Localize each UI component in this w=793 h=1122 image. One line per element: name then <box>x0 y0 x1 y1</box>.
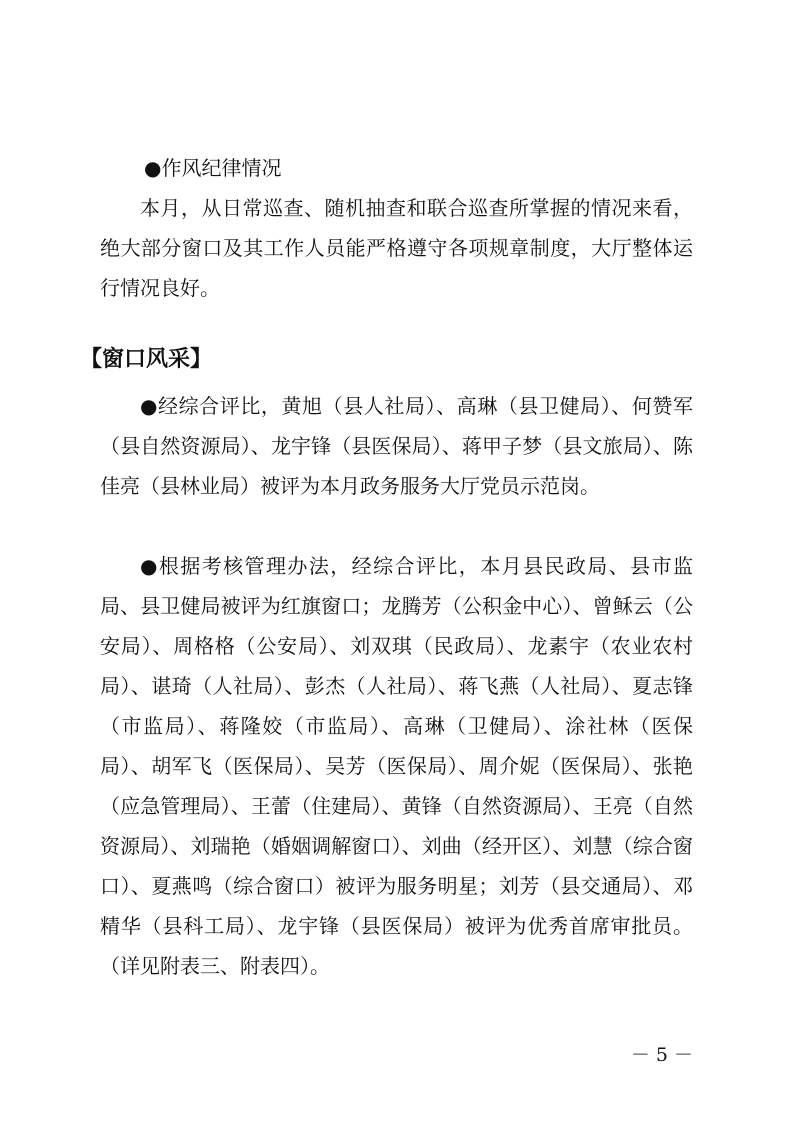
page-number: － 5 － <box>630 1044 693 1066</box>
window-showcase-heading: 【窗口风采】 <box>80 347 213 372</box>
red-flag-window-paragraph: ●根据考核管理办法，经综合评比，本月县民政局、县市监局、县卫健局被评为红旗窗口；龙腾芳（公积金中心）、曾稣云（公安局）、周格格（公安局）、刘双琪（民政局）、龙素宇（农业农村局）、谌琦（人社局）、彭杰（人社局）、蒋飞燕（人社局）、夏志锋（市监局）、蒋隆姣（市监局）、高琳（卫健局）、涂社林（医保局）、胡军飞（医保局）、吴芳（医保局）、周介妮（医保局）、张艳（应急管理局）、王蕾（住建局）、黄锋（自然资源局）、王亮（自然资源局）、刘瑞艳（婚姻调解窗口）、刘曲（经开区）、刘慧（综合窗口）、夏燕鸣（综合窗口）被评为服务明星；刘芳（县交通局）、邓精华（县科工局）、龙宇锋（县医保局）被评为优秀首席审批员。（详见附表三、附表四）。 <box>100 554 693 978</box>
conduct-paragraph: 本月，从日常巡查、随机抽查和联合巡查所掌握的情况来看，绝大部分窗口及其工作人员能严格遵守各项规章制度，大厅整体运行情况良好。 <box>100 196 693 300</box>
conduct-section-title: ●作风纪律情况 <box>144 156 282 180</box>
party-member-paragraph: ●经综合评比，黄旭（县人社局）、高琳（县卫健局）、何赞军（县自然资源局）、龙宇锋（县医保局）、蒋甲子梦（县文旅局）、陈佳亮（县林业局）被评为本月政务服务大厅党员示范岗。 <box>100 394 693 498</box>
